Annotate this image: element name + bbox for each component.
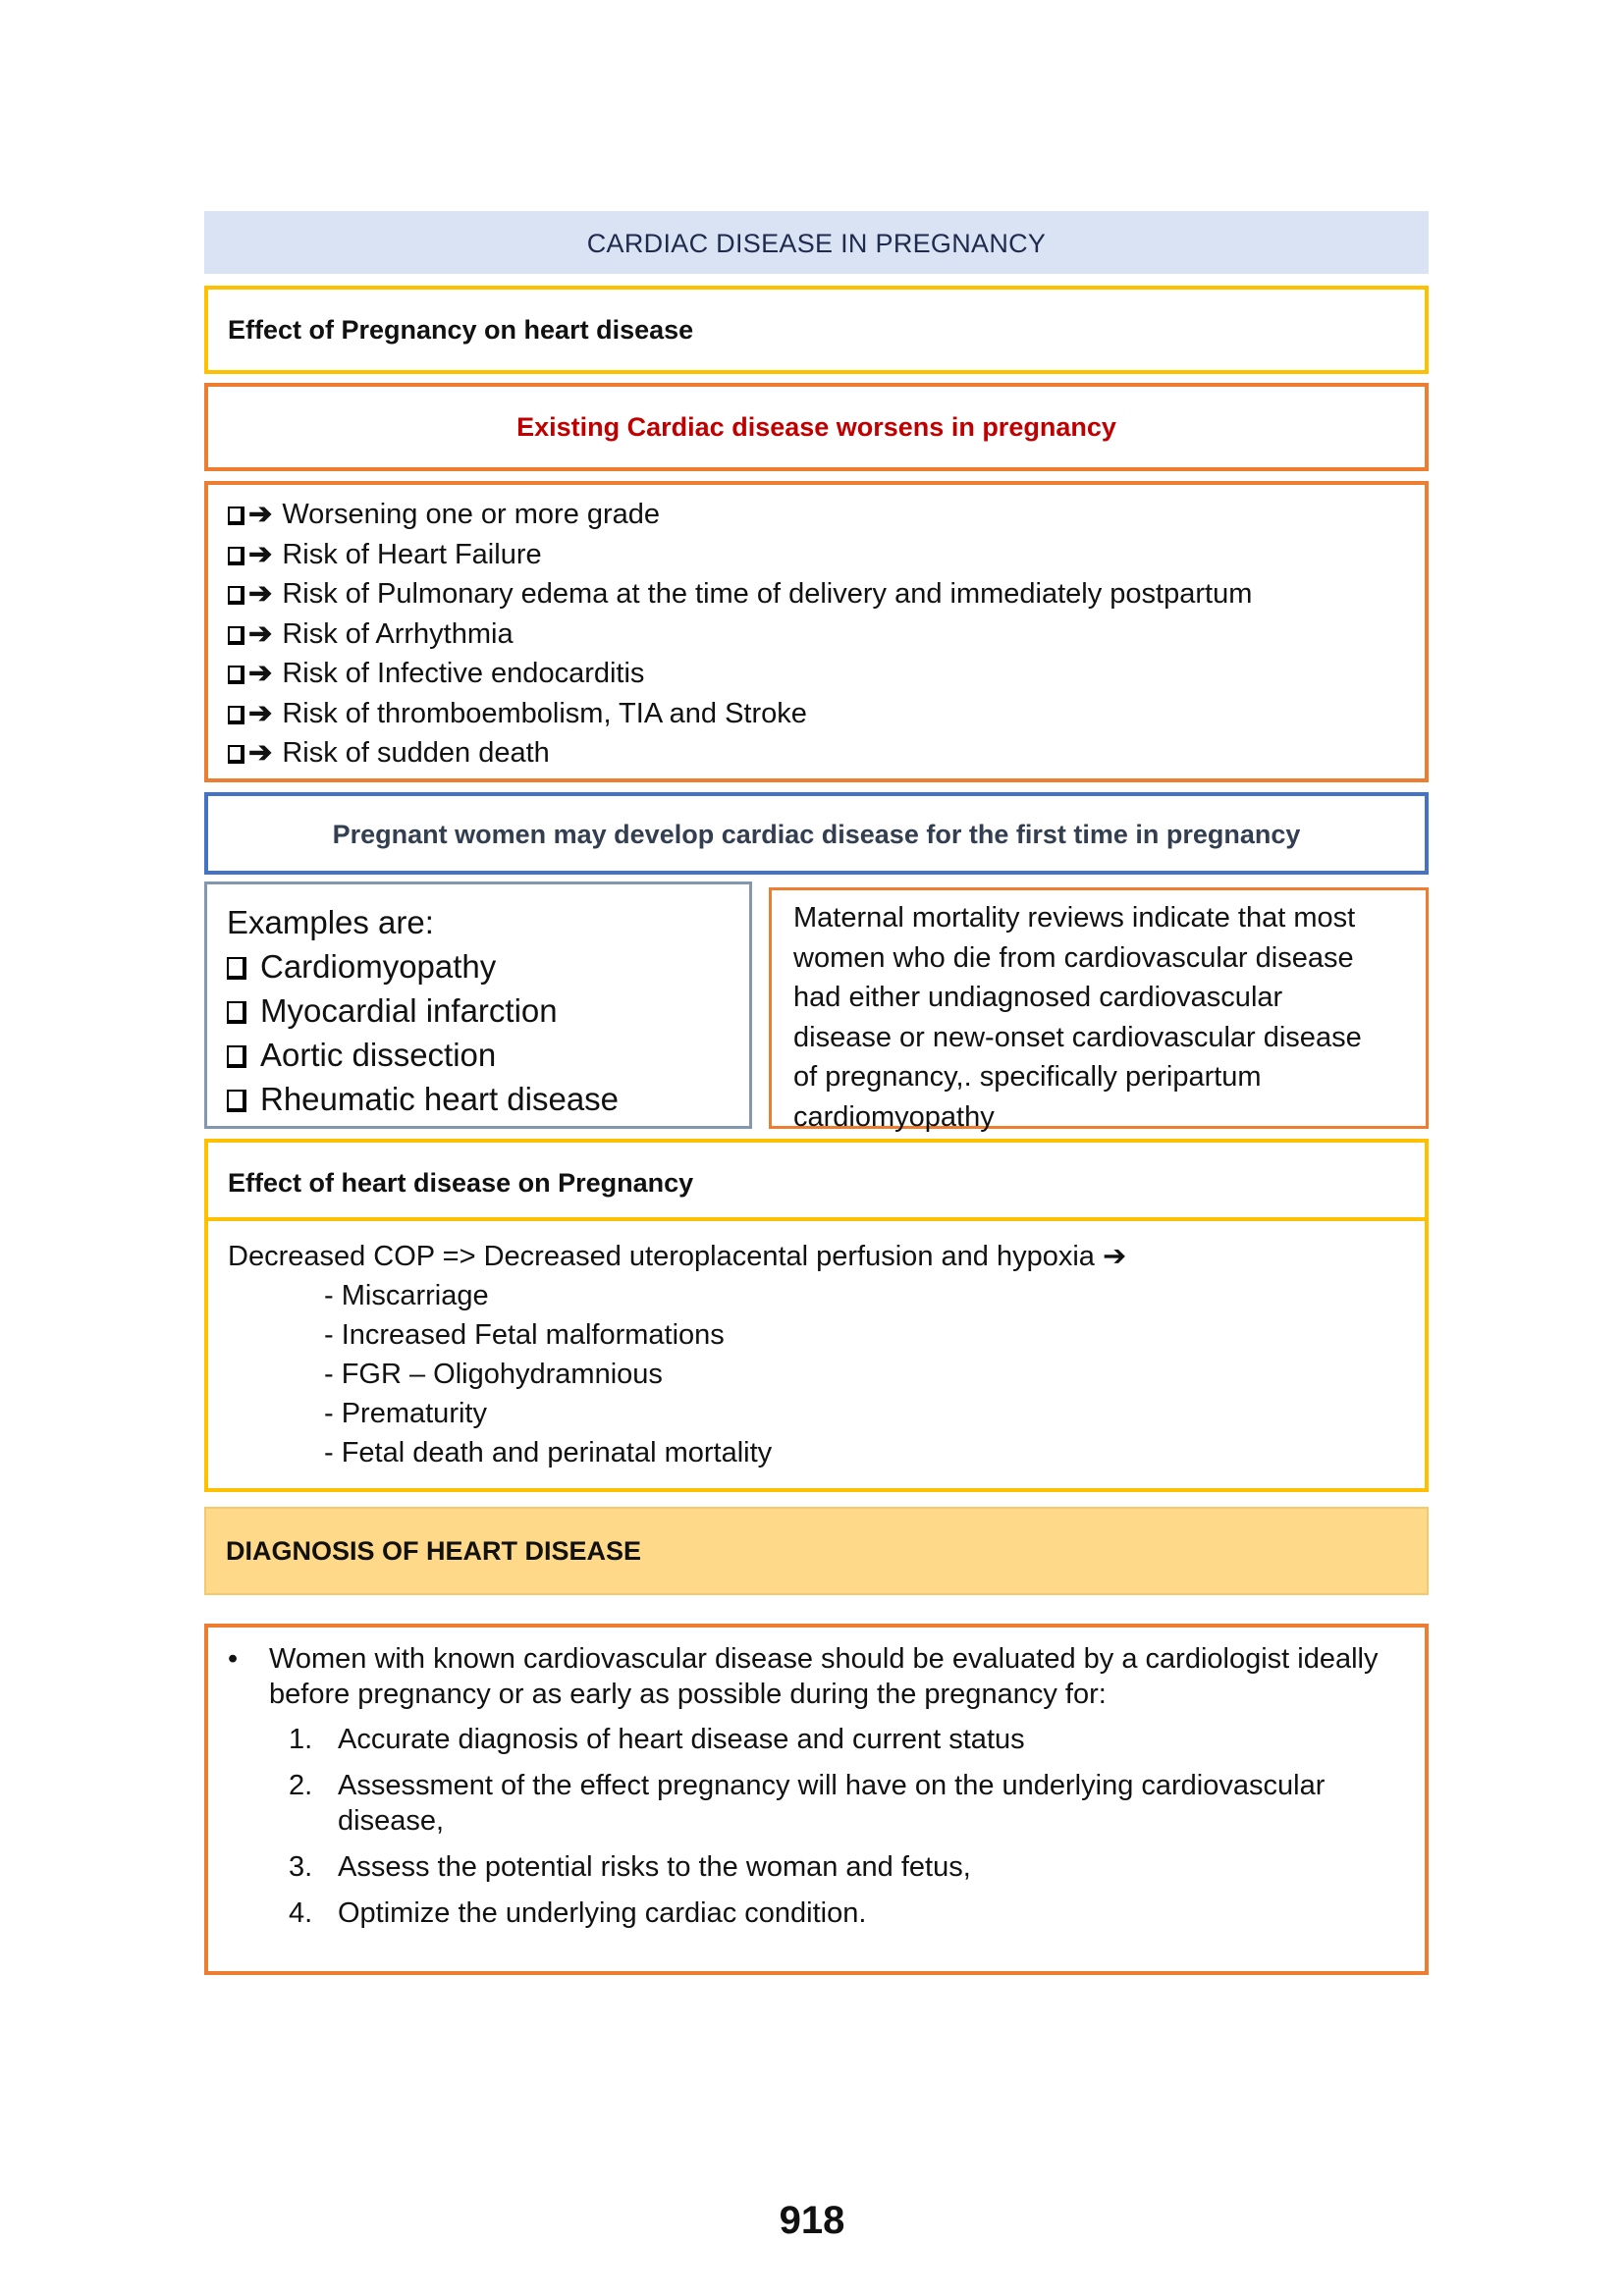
checkbox-icon <box>227 1090 246 1112</box>
examples-label: Examples are: <box>227 904 434 940</box>
risk-list <box>204 481 1429 782</box>
examples-box <box>204 881 752 1129</box>
list-item: ➔ Risk of sudden death <box>228 733 1425 774</box>
checkbox-icon <box>227 957 246 980</box>
arrow-right-icon: ➔ <box>248 697 273 729</box>
arrow-right-icon: ➔ <box>248 538 273 570</box>
bullet-icon: • <box>228 1643 239 1675</box>
checkbox-icon <box>227 1045 246 1068</box>
arrow-right-icon: ➔ <box>248 578 273 610</box>
page-title: CARDIAC DISEASE IN PREGNANCY <box>204 211 1429 274</box>
checkbox-icon <box>228 745 244 764</box>
list-item: - Miscarriage <box>324 1280 489 1311</box>
checkbox-icon <box>228 547 244 565</box>
checkbox-icon <box>228 626 244 645</box>
list-item: ➔ Risk of thromboembolism, TIA and Stroke <box>228 694 1425 734</box>
maternal-mortality-note: Maternal mortality reviews indicate that most women who die from cardiovascular disease had either undiagnosed cardiovascular disease or new-onset cardiovascular disease of pregnancy,. specifically peripartum cardiomyopathy <box>769 887 1429 1129</box>
list-item: ➔ Risk of Arrhythmia <box>228 614 1425 655</box>
arrow-right-icon: ➔ <box>248 737 273 769</box>
diagnosis-intro: Women with known cardiovascular disease should be evaluated by a cardiologist ideally before pregnancy or as early as possible during the pregnancy for: <box>269 1643 1379 1710</box>
list-item: ➔ Risk of Pulmonary edema at the time of delivery and immediately postpartum <box>228 574 1425 614</box>
list-item: 1. Accurate diagnosis of heart disease and current status <box>289 1724 1025 1755</box>
list-item: 2. Assessment of the effect pregnancy will have on the underlying cardiovascular disease, <box>289 1770 1326 1837</box>
arrow-right-icon: ➔ <box>248 617 273 650</box>
arrow-right-icon: ➔ <box>248 499 273 530</box>
list-item: ➔ Worsening one or more grade <box>228 495 1425 535</box>
list-item: - Increased Fetal malformations <box>324 1319 725 1351</box>
list-item: 3. Assess the potential risks to the woman and fetus, <box>289 1851 971 1883</box>
arrow-right-icon: ➔ <box>248 658 273 689</box>
list-item: ➔ Risk of Infective endocarditis <box>228 654 1425 694</box>
lead-text: Decreased COP => Decreased uteroplacental perfusion and hypoxia ➔ <box>228 1241 1127 1272</box>
heading-new-cardiac-disease: Pregnant women may develop cardiac disease for the first time in pregnancy <box>204 792 1429 875</box>
checkbox-icon <box>228 706 244 724</box>
list-item: ➔ Risk of Heart Failure <box>228 535 1425 575</box>
effect-on-pregnancy-box <box>204 1139 1429 1492</box>
section-heading-effect-of-pregnancy: Effect of Pregnancy on heart disease <box>204 286 1429 374</box>
checkbox-icon <box>228 507 244 525</box>
list-item: - FGR – Oligohydramnious <box>324 1359 663 1390</box>
list-item: - Prematurity <box>324 1398 487 1429</box>
checkbox-icon <box>228 666 244 684</box>
diagnosis-box <box>204 1624 1429 1975</box>
subheading-existing-disease-worsens: Existing Cardiac disease worsens in pregnancy <box>204 383 1429 471</box>
section-heading-diagnosis: DIAGNOSIS OF HEART DISEASE <box>204 1507 1429 1595</box>
checkbox-icon <box>228 586 244 605</box>
list-item: Cardiomyopathy <box>227 944 749 988</box>
list-item: Myocardial infarction <box>227 988 749 1033</box>
checkbox-icon <box>227 1001 246 1024</box>
page-number: 918 <box>779 2199 845 2242</box>
list-item: 4. Optimize the underlying cardiac condition. <box>289 1897 867 1929</box>
section-heading-effect-on-pregnancy: Effect of heart disease on Pregnancy <box>208 1143 1425 1221</box>
list-item: Aortic dissection <box>227 1033 749 1077</box>
list-item: Rheumatic heart disease <box>227 1077 749 1121</box>
list-item: - Fetal death and perinatal mortality <box>324 1437 773 1468</box>
